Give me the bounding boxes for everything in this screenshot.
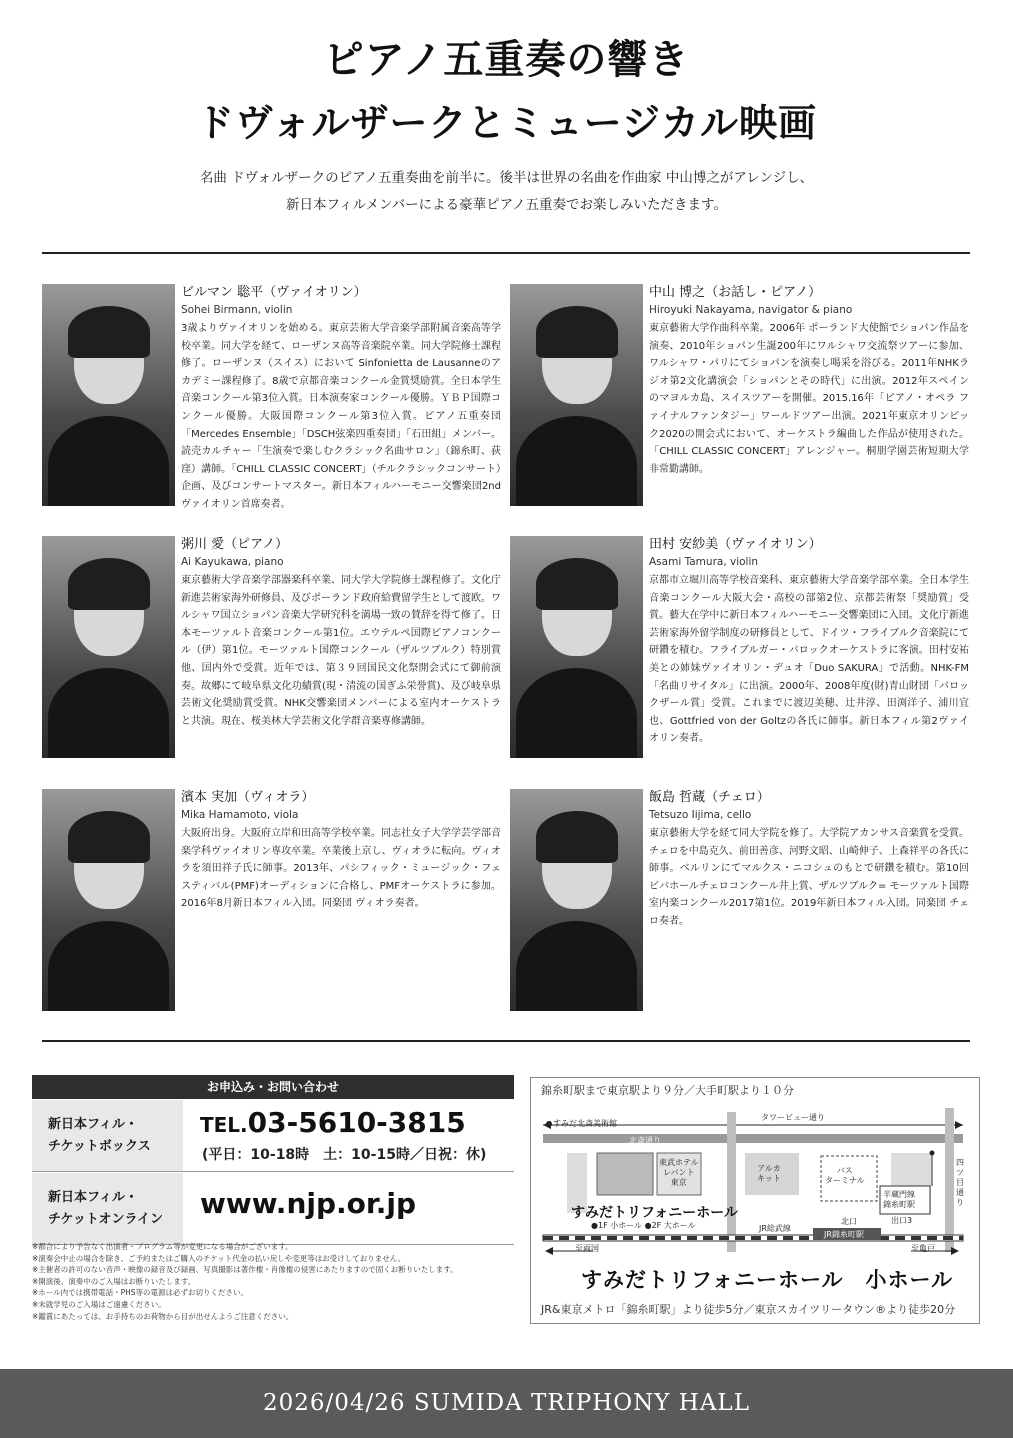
player-birmann [42, 284, 500, 510]
map-label-to-kameido: 至亀戸 [911, 1244, 935, 1253]
player-english-name: Hiroyuki Nakayama, navigator & piano [649, 304, 853, 316]
player-name: ビルマン 聡平（ヴァイオリン） [181, 285, 367, 300]
ticket-online-row [32, 1173, 514, 1245]
map-label-bus: バス ターミナル [825, 1166, 865, 1185]
tel-prefix: TEL. [200, 1113, 248, 1137]
hokusai-street [543, 1134, 963, 1143]
ticket-online-label-line1: 新日本フィル・ [48, 1190, 138, 1205]
player-hamamoto [42, 789, 500, 1015]
yotsume-street [945, 1108, 954, 1252]
map-label-hall-floors: ●1F 小ホール ●2F 大ホール [591, 1221, 696, 1230]
phone-number[interactable] [200, 1106, 466, 1139]
map-label-arca: アルカ キット [757, 1164, 781, 1183]
player-photo [42, 536, 175, 758]
player-nakayama [510, 284, 968, 510]
player-english-name: Ai Kayukawa, piano [181, 556, 284, 568]
player-name: 田村 安紗美（ヴァイオリン） [649, 537, 822, 552]
note-item: ※主催者の許可のない音声・映像の録音及び録画、写真撮影は著作権・肖像権の侵害にあたりますので固くお断りいたします。 [32, 1265, 458, 1275]
divider-bottom [42, 1040, 970, 1042]
map-label-jr-station: JR錦糸町駅 [824, 1230, 864, 1239]
map-label-jr-line: JR総武線 [759, 1224, 791, 1233]
player-bio: 3歳よりヴァイオリンを始める。東京芸術大学音楽学部附属音楽高等学校卒業。同大学を経て、ローザンヌ高等音楽院卒業。同大学院修士課程修了。ローザンヌ（スイス）において Sinfonietta de Lausanneのアカデミー課程修了。8歳で京都音楽コンクール金賞奨励賞。全日本学生音楽コンクール第3位入賞。日本演奏家コンクール優勝。ＹＢＰ国際コンクール優勝。大阪国際コンクール第3位入賞。ピアノ五重奏団「Mercedes Ensemble」「DSCH弦楽四重奏団」「石田組」メンバー。読売カルチャー「生演奏で楽しむクラシック名曲サロン」（錦糸町、荻窪）講師。「CHILL CLASSIC CONCERT」（チルクラシックコンサート）企画、及びコンサートマスター。新日本フィルハーモニー交響楽団2ndヴァイオリン首席奏者。 [181, 323, 501, 510]
player-photo [510, 789, 643, 1011]
player-english-name: Mika Hamamoto, viola [181, 809, 299, 821]
player-english-name: Sohei Birmann, violin [181, 304, 293, 316]
ticket-online-label-line2: チケットオンライン [48, 1212, 164, 1227]
note-item: ※鑑賞にあたっては、お手持ちのお荷物から目が出せんようご注意ください。 [32, 1311, 294, 1321]
player-bio: 東京藝術大学音楽学部器楽科卒業、同大学大学院修士課程修了。文化庁新進芸術家海外研修員、及びポーランド政府給費留学生として渡欧。ワルシャワ国立ショパン音楽大学研究科を満場一致の賛辞を得て修了。日本モーツァルト音楽コンクール第1位。エウテルペ国際ピアノコンクール（伊）第1位。モーツァルト国際コンクール（ザルツブルク）特別賞他、国内外で受賞。近年では、第３９回国民文化祭開会式にて御前演奏。故郷にて岐阜県文化功績賞(現・清流の国ぎふ栄誉賞)、及び岐阜県芸術文化奨励賞受賞。NHK交響楽団メンバーによる室内オーケストラと共演。現在、桜美林大学芸術文化学群音楽専修講師。 [181, 575, 501, 727]
access-map [530, 1077, 980, 1324]
notes-list [32, 1241, 522, 1322]
intro-line-1: 名曲 ドヴォルザークのピアノ五重奏曲を前半に。後半は世界の名曲を作曲家 中山博之がアレンジし、 [199, 170, 814, 186]
note-item: ※演奏会中止の場合を除き、ご予約またはご購入のチケット代金の払い戻しや変更等はお受けしておりません。 [32, 1253, 406, 1263]
player-name: 中山 博之（お話し・ピアノ） [649, 285, 822, 300]
note-item: ※都合により予告なく出演者・プログラム等が変更になる場合がございます。 [32, 1242, 293, 1251]
map-label-north-exit: 北口 [841, 1217, 857, 1226]
footer-event-info: 2026/04/26 SUMIDA TRIPHONY HALL [0, 1369, 1013, 1438]
map-label-museum: すみだ北斎美術館 [553, 1119, 617, 1128]
player-photo [510, 536, 643, 758]
intro-line-2: 新日本フィルメンバーによる豪華ピアノ五重奏でお楽しみいただきます。 [286, 197, 727, 213]
player-bio: 東京藝術大学を経て同大学院を修了。大学院アカンサス音楽賞を受賞。チェロを中島克久、前田善彦、河野文昭、山崎伸子、上森祥平の各氏に師事。ベルリンにてマルクス・ニコシュのもとで研鑽を積む。第10回ビバホールチェロコンクール井上賞、ザルツブルク= モーツァルト国際室内楽コンクール2017第1位。2019年新日本フィル入団。同楽団 チェロ奏者。 [649, 828, 969, 927]
player-photo [42, 284, 175, 506]
player-bio: 大阪府出身。大阪府立岸和田高等学校卒業。同志社女子大学学芸学部音楽学科ヴァイオリン専攻卒業。卒業後上京し、ヴィオラに転向。ヴィオラを須田祥子氏に師事。2013年、パシフィック・ミュージック・フェスティバル(PMF)オーディションに合格し、PMFオーケストラに参加。2016年8月新日本フィル入団。同楽団 ヴィオラ奏者。 [181, 828, 501, 910]
player-name: 飯島 哲蔵（チェロ） [649, 790, 770, 805]
player-bio: 東京藝術大学作曲科卒業。2006年 ポーランド大使館でショパン作品を演奏、2010年ショパン生誕200年にワルシャワ交流祭ツアーに参加、ワルシャワ・パリにてショパンを演奏し喝采を浴びる。2011年NHKラジオ第2文化講演会「ショパンとその時代」に出演。2012年スペインのマヨルカ島、スイスツアーを開催。2015.16年「ピアノ・オペラ ファイナルファンタジー」ワールドツアー出演。2021年東京オリンピック2020の開会式において、オーケストラ編曲した作品が使用された。「CHILL CLASSIC CONCERT」アレンジャー。桐朋学園芸術短期大学非常勤講師。 [649, 323, 969, 475]
player-english-name: Tetsuzo Iijima, cello [649, 809, 752, 821]
contact-heading: お申込み・お問い合わせ [32, 1075, 514, 1099]
player-iijima [510, 789, 968, 1015]
map-label-to-ryogoku: 至両国 [575, 1244, 599, 1253]
office-hours: (平日：10-18時 土：10-15時／日祝：休) [202, 1147, 487, 1163]
player-tamura [510, 536, 968, 762]
website-link[interactable]: www.njp.or.jp [200, 1187, 416, 1220]
player-english-name: Asami Tamura, violin [649, 556, 759, 568]
tel-number: 03-5610-3815 [247, 1106, 466, 1139]
map-label-hall: すみだトリフォニーホール [571, 1205, 739, 1221]
ticket-box-label-line1: 新日本フィル・ [48, 1117, 138, 1132]
note-item: ※ホール内では携帯電話・PHS等の電源は必ずお切りください。 [32, 1288, 249, 1298]
divider-top [42, 252, 970, 254]
main-title: ピアノ五重奏の響き [323, 37, 690, 83]
ticket-box-row [32, 1100, 514, 1172]
venue-title: すみだトリフォニーホール 小ホール [581, 1268, 954, 1292]
player-name: 粥川 愛（ピアノ） [181, 537, 289, 552]
player-photo [510, 284, 643, 506]
ticket-box-label [32, 1100, 183, 1171]
player-photo [42, 789, 175, 1011]
map-walking-time: JR&東京メトロ「錦糸町駅」より徒歩5分／東京スカイツリータウン®より徒歩20分 [541, 1303, 956, 1316]
map-label-hotel: 東武ホテル レバント 東京 [659, 1158, 699, 1187]
tower-view-street [727, 1112, 736, 1252]
map-label-tower-view: タワービュー通り [761, 1113, 825, 1122]
map-label-hanzomon: 半蔵門線 錦糸町駅 [883, 1190, 915, 1209]
map-access-time: 錦糸町駅まで東京駅より９分／大手町駅より１０分 [541, 1084, 794, 1097]
ticket-online-label [32, 1173, 183, 1244]
main-subtitle: ドヴォルザークとミュージカル映画 [196, 101, 817, 145]
player-kayukawa [42, 536, 500, 762]
player-bio: 京都市立堀川高等学校音楽科、東京藝術大学音楽学部卒業。全日本学生音楽コンクール大阪大会・高校の部第2位、京都芸術祭「奨励賞」受賞。藝大在学中に新日本フィルハーモニー交響楽団に入団。文化庁新進芸術家海外留学制度の研修員として、ドイツ・フライブルク音楽院にて研鑽を積む。フライブルガー・バロックオーケストラに客演。田村安祐美との姉妹ヴァイオリン・デュオ「Duo SAKURA」で活動。NHK-FM「名曲リサイタル」に出演。2000年、2008年度(財)青山財団「バロックザール賞」受賞。これまでに渡辺美穂、辻井淳、田渕洋子、浦川宜也、Gottfried von der Goltzの各氏に師事。新日本フィル第2ヴァイオリン奏者。 [649, 575, 969, 745]
note-item: ※開演後、演奏中のご入場はお断りいたします。 [32, 1276, 196, 1286]
player-name: 濱本 実加（ヴィオラ） [181, 790, 315, 805]
map-label-yotsume: 四ツ目通り [956, 1158, 964, 1207]
map-label-hokusai-street: 北斎通り [629, 1136, 661, 1145]
ticket-box-label-line2: チケットボックス [48, 1139, 151, 1154]
map-label-exit3: 出口3 [891, 1216, 913, 1225]
note-item: ※未就学児のご入場はご遠慮ください。 [32, 1299, 166, 1309]
